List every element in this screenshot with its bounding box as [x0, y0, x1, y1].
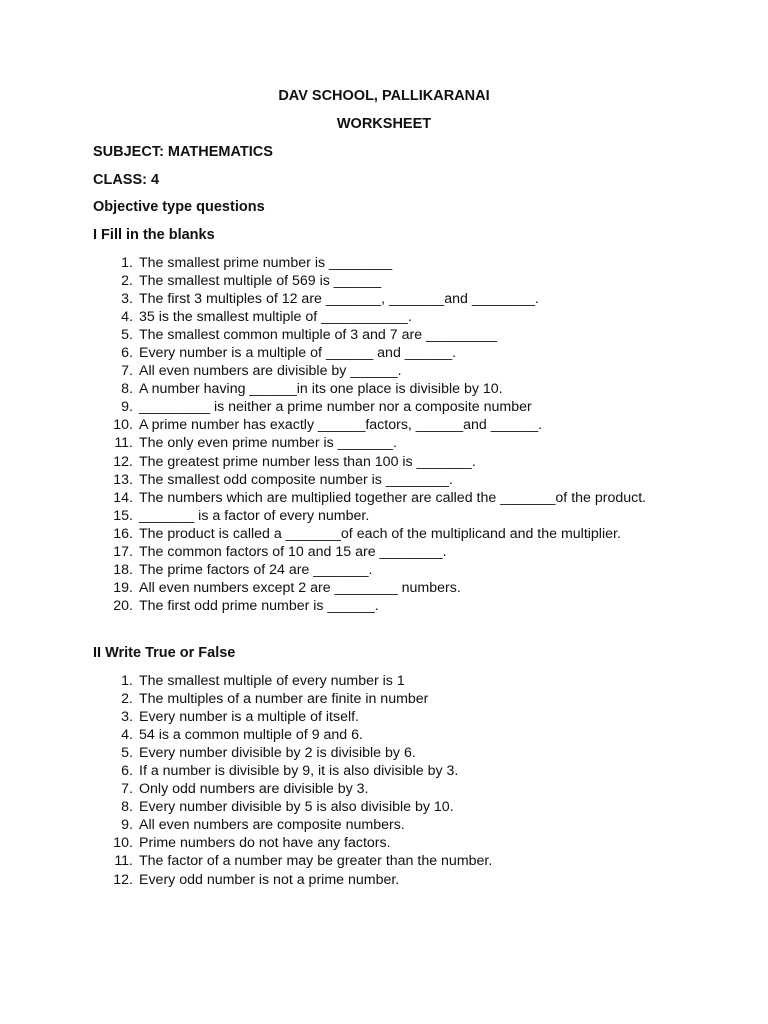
item-text: A prime number has exactly ______factors, ______and ______.	[139, 417, 543, 434]
list-item	[93, 272, 693, 290]
item-number: 8.	[121, 381, 133, 398]
item-text: Every number is a multiple of ______ and ______.	[139, 345, 457, 362]
list-item	[93, 871, 693, 889]
list-item	[93, 672, 693, 690]
list-item	[93, 416, 693, 434]
item-number: 4.	[121, 309, 133, 326]
item-number: 9.	[121, 817, 133, 834]
item-number: 16.	[113, 525, 133, 542]
item-number: 6.	[121, 345, 133, 362]
subject-heading: SUBJECT: MATHEMATICS	[93, 144, 273, 160]
list-item	[93, 780, 693, 798]
list-item	[93, 471, 693, 489]
item-number: 13.	[113, 471, 133, 488]
item-number: 10.	[113, 835, 133, 852]
item-number: 11.	[114, 853, 133, 870]
item-text: Every number is a multiple of itself.	[139, 709, 359, 726]
item-number: 18.	[113, 561, 133, 578]
section1-title: I Fill in the blanks	[93, 227, 215, 243]
list-item	[93, 453, 693, 471]
list-item	[93, 380, 693, 398]
list-item	[93, 254, 693, 272]
objective-heading: Objective type questions	[93, 199, 265, 215]
item-number: 3.	[121, 709, 133, 726]
item-text: _______ is a factor of every number.	[139, 507, 370, 524]
item-number: 14.	[113, 489, 133, 506]
true-false-list	[93, 672, 693, 889]
list-item	[93, 543, 693, 561]
item-text: The smallest common multiple of 3 and 7 are _________	[139, 327, 498, 344]
item-text: A number having ______in its one place is divisible by 10.	[139, 381, 503, 398]
list-item	[93, 326, 693, 344]
item-text: Every number divisible by 5 is also divisible by 10.	[139, 799, 454, 816]
list-item	[93, 579, 693, 597]
item-text: The greatest prime number less than 100 is _______.	[139, 453, 476, 470]
item-text: Every odd number is not a prime number.	[139, 871, 400, 888]
item-number: 7.	[121, 781, 133, 798]
item-text: The smallest multiple of every number is 1	[139, 673, 405, 689]
item-number: 15.	[113, 507, 133, 524]
list-item	[93, 798, 693, 816]
item-number: 3.	[121, 291, 133, 308]
list-item	[93, 834, 693, 852]
item-text: The factor of a number may be greater than the number.	[139, 853, 493, 870]
list-item	[93, 362, 693, 380]
item-text: All even numbers are divisible by ______.	[139, 363, 402, 380]
item-text: The numbers which are multiplied together are called the _______of the product.	[139, 489, 647, 506]
item-number: 17.	[113, 543, 133, 560]
item-text: The multiples of a number are finite in number	[139, 691, 429, 708]
item-text: The smallest prime number is ________	[139, 255, 393, 271]
list-item	[93, 308, 693, 326]
item-text: All even numbers are composite numbers.	[139, 817, 405, 834]
list-item	[93, 708, 693, 726]
item-number: 6.	[121, 763, 133, 780]
list-item	[93, 434, 693, 452]
list-item	[93, 852, 693, 870]
item-text: The first odd prime number is ______.	[139, 597, 379, 614]
list-item	[93, 762, 693, 780]
list-item	[93, 525, 693, 543]
list-item	[93, 726, 693, 744]
section2-title: II Write True or False	[93, 645, 236, 661]
list-item	[93, 816, 693, 834]
list-item	[93, 561, 693, 579]
list-item	[93, 690, 693, 708]
list-item	[93, 597, 693, 615]
item-number: 5.	[121, 327, 133, 344]
list-item	[93, 507, 693, 525]
item-text: _________ is neither a prime number nor a composite number	[139, 399, 532, 416]
item-number: 20.	[113, 597, 133, 614]
item-number: 19.	[113, 579, 133, 596]
list-item	[93, 489, 693, 507]
item-number: 1.	[121, 255, 133, 271]
item-text: 54 is a common multiple of 9 and 6.	[139, 727, 363, 744]
item-number: 10.	[113, 417, 133, 434]
item-number: 4.	[121, 727, 133, 744]
item-text: 35 is the smallest multiple of ___________.	[139, 309, 412, 326]
item-number: 7.	[121, 363, 133, 380]
list-item	[93, 344, 693, 362]
item-text: If a number is divisible by 9, it is also divisible by 3.	[139, 763, 459, 780]
class-heading: CLASS: 4	[93, 172, 160, 188]
school-name: DAV SCHOOL, PALLIKARANAI	[278, 88, 490, 104]
item-number: 8.	[121, 799, 133, 816]
item-text: All even numbers except 2 are ________ numbers.	[139, 579, 461, 596]
item-text: Prime numbers do not have any factors.	[139, 835, 391, 852]
item-text: The smallest odd composite number is ________.	[139, 471, 453, 488]
fill-in-blanks-list	[93, 254, 693, 615]
item-text: The first 3 multiples of 12 are _______, _______and ________.	[139, 291, 539, 308]
item-text: The product is called a _______of each of the multiplicand and the multiplier.	[139, 525, 621, 542]
item-text: The smallest multiple of 569 is ______	[139, 273, 382, 290]
item-text: The prime factors of 24 are _______.	[139, 561, 373, 578]
worksheet-title: WORKSHEET	[336, 116, 432, 132]
list-item	[93, 290, 693, 308]
item-text: The common factors of 10 and 15 are ________.	[139, 543, 447, 560]
item-number: 12.	[113, 871, 133, 888]
item-number: 5.	[121, 745, 133, 762]
item-text: Only odd numbers are divisible by 3.	[139, 781, 369, 798]
item-text: The only even prime number is _______.	[139, 435, 397, 452]
list-item	[93, 398, 693, 416]
item-number: 2.	[121, 691, 133, 708]
item-text: Every number divisible by 2 is divisible by 6.	[139, 745, 416, 762]
item-number: 1.	[121, 673, 133, 689]
item-number: 2.	[121, 273, 133, 290]
item-number: 9.	[121, 399, 133, 416]
item-number: 11.	[114, 435, 133, 452]
item-number: 12.	[113, 453, 133, 470]
list-item	[93, 744, 693, 762]
